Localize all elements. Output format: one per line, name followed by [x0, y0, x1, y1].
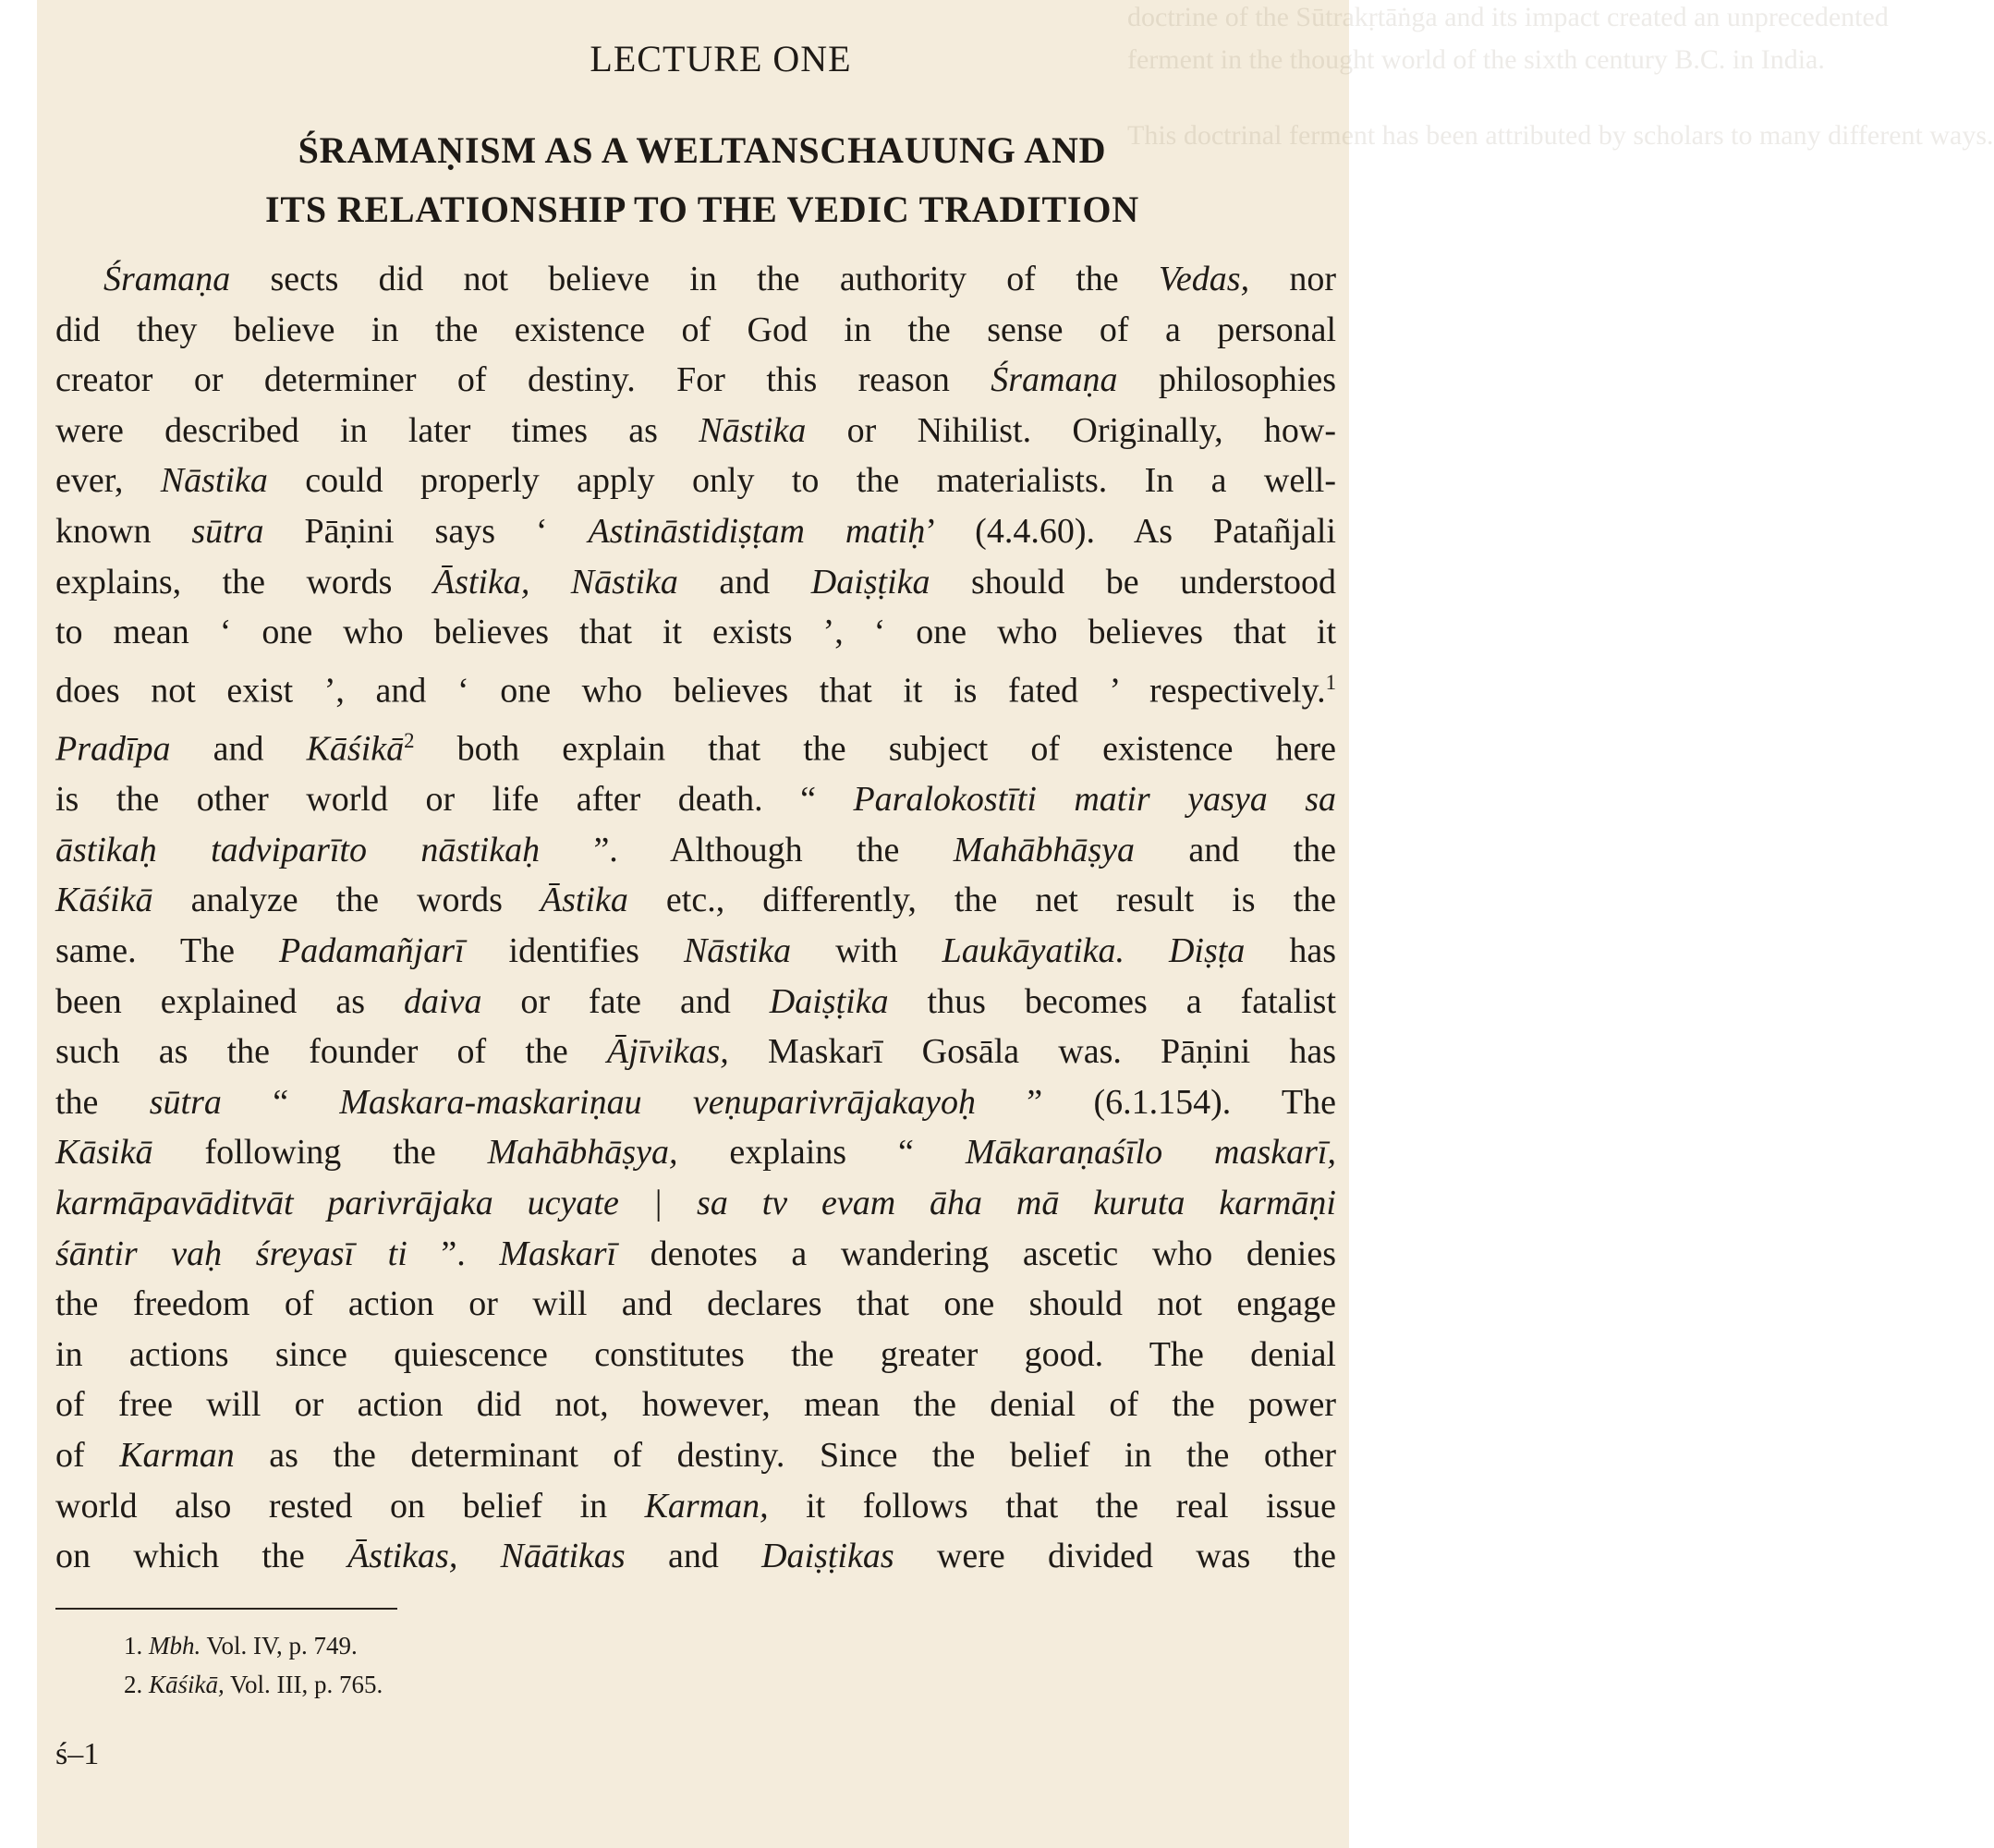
text-run: identifies: [464, 931, 684, 971]
italic-term: Kāśikā: [306, 729, 405, 769]
text-run: same. The: [55, 931, 279, 971]
italic-term: Śramaṇa: [103, 260, 231, 298]
text-run: analyze the words: [152, 881, 541, 920]
text-run: and: [677, 562, 811, 602]
body-line: [55, 557, 1336, 608]
italic-term: Nāstika: [160, 461, 268, 501]
footnote-rule: [55, 1608, 397, 1610]
text-run: ever,: [55, 461, 161, 501]
text-run: creator or determiner of destiny. For this reason: [55, 360, 991, 400]
italic-term: Āstika: [540, 881, 628, 920]
body-line: [55, 607, 1336, 658]
text-run: could properly apply only to the materialists. In a well-: [267, 461, 1336, 501]
text-run: and: [170, 729, 307, 769]
italic-term: Āstika, Nāstika: [432, 562, 678, 602]
text-run: etc., differently, the net result is the: [627, 881, 1336, 920]
text-run: Vol. III, p. 765.: [224, 1670, 383, 1698]
text-run: is the other world or life after death. “: [55, 780, 854, 820]
italic-term: Kāśikā: [55, 881, 153, 920]
text-run: or fate and: [481, 981, 770, 1021]
text-run: were described in later times as: [55, 410, 699, 450]
text-run: and: [625, 1537, 762, 1576]
italic-term: Mbh.: [149, 1631, 201, 1660]
body-line: [55, 355, 1336, 406]
body-line: [55, 1178, 1336, 1229]
italic-term: sūtra: [191, 511, 264, 551]
body-text: [55, 254, 1349, 1582]
italic-term: Nāstika: [683, 931, 792, 971]
text-run: both explain that the subject of existence here: [414, 729, 1336, 769]
body-line: [55, 926, 1336, 977]
italic-term: Vedas,: [1158, 260, 1250, 298]
footnote-ref[interactable]: 2: [404, 729, 415, 752]
text-run: ” (6.1.154). The: [975, 1082, 1336, 1122]
footnote-ref[interactable]: 1: [1325, 670, 1336, 694]
italic-term: Laukāyatika. Diṣṭa: [942, 931, 1246, 971]
text-run: 1.: [124, 1631, 149, 1660]
text-run: does not exist ’, and ‘ one who believes that it is fated ’ respectively.: [55, 671, 1326, 711]
text-run: denotes a wandering ascetic who denies: [616, 1234, 1336, 1273]
italic-term: Mahābhāṣya,: [487, 1133, 678, 1173]
body-line: [55, 1077, 1336, 1128]
footnote-item: [124, 1626, 1349, 1665]
text-run: ”.: [407, 1234, 500, 1273]
text-run: Vol. IV, p. 749.: [201, 1631, 358, 1660]
body-line: [55, 1127, 1336, 1178]
italic-term: Pradīpa: [55, 729, 171, 769]
text-run: the: [55, 1082, 150, 1122]
italic-term: Daiṣṭikas: [761, 1537, 894, 1576]
body-line: [55, 825, 1336, 876]
text-run: with: [791, 931, 942, 971]
body-line: [55, 1279, 1336, 1330]
text-run: sects did not believe in the authority of the: [230, 260, 1159, 298]
italic-term: Maskara-maskariṇau veṇuparivrājakayoḥ: [339, 1082, 976, 1122]
text-run: been explained as: [55, 981, 405, 1021]
text-run: 2.: [124, 1670, 149, 1698]
footnote-item: [124, 1665, 1349, 1704]
book-page: [37, 0, 1994, 1848]
text-run: known: [55, 511, 192, 551]
text-run: following the: [152, 1133, 488, 1173]
text-run: thus becomes a fatalist: [888, 981, 1337, 1021]
italic-term: Āstikas, Nāātikas: [347, 1537, 626, 1576]
text-run: explains, the words: [55, 562, 433, 602]
body-line: [55, 1531, 1336, 1582]
bleed-through-line: doctrine of the Sūtrakṛtāṅga and its impact created an unprecedented: [1127, 2, 1889, 32]
text-run: Maskarī Gosāla was. Pāṇini has: [728, 1032, 1336, 1072]
text-run: philosophies: [1117, 360, 1336, 400]
body-line: [55, 506, 1336, 557]
italic-term: Daiṣṭika: [810, 562, 930, 602]
signature-mark: ś–1: [55, 1736, 100, 1771]
body-line: [55, 254, 1336, 305]
italic-term: āstikaḥ tadviparīto nāstikaḥ: [55, 830, 541, 869]
italic-term: Daiṣṭika: [769, 981, 889, 1021]
bleed-through-line: This doctrinal ferment has been attributed by scholars to many different ways.: [1127, 120, 1994, 151]
body-line: [55, 1430, 1336, 1481]
italic-term: Kāśikā,: [149, 1670, 225, 1698]
text-run: explains “: [677, 1133, 966, 1173]
text-run: of free will or action did not, however, mean the denial of the power: [55, 1385, 1336, 1425]
body-line: [55, 977, 1336, 1027]
text-run: such as the founder of the: [55, 1032, 607, 1072]
italic-term: Karman: [119, 1435, 235, 1475]
text-run: ”. Although the: [540, 830, 954, 869]
italic-term: Mākaraṇaśīlo maskarī,: [965, 1133, 1336, 1173]
chapter-title-line-1: ŚRAMAṆISM AS A WELTANSCHAUUNG AND: [298, 129, 1107, 171]
text-run: on which the: [55, 1537, 348, 1576]
text-run: in actions since quiescence constitutes the greater good. The denial: [55, 1334, 1336, 1374]
body-line: [55, 716, 1336, 774]
lecture-heading: LECTURE ONE: [590, 38, 852, 79]
text-run: should be understood: [930, 562, 1337, 602]
italic-term: sūtra: [149, 1082, 222, 1122]
text-run: world also rested on belief in: [55, 1486, 645, 1526]
text-run: of: [55, 1435, 120, 1475]
italic-term: Mahābhāṣya: [953, 830, 1136, 869]
italic-term: Nāstika: [699, 410, 807, 450]
text-run: “: [221, 1082, 340, 1122]
text-run: it follows that the real issue: [768, 1486, 1336, 1526]
text-run: Pāṇini says ‘: [263, 511, 589, 551]
bleed-through-line: ferment in the thought world of the sixth century B.C. in India.: [1127, 44, 1825, 75]
italic-term: Ājīvikas,: [606, 1032, 729, 1072]
chapter-title-line-2: ITS RELATIONSHIP TO THE VEDIC TRADITION: [265, 188, 1139, 230]
body-line: [55, 1330, 1336, 1380]
italic-term: Maskarī: [499, 1234, 617, 1273]
text-run: and the: [1135, 830, 1336, 869]
body-line: [55, 305, 1336, 356]
italic-term: karmāpavāditvāt parivrājaka ucyate | sa tv evam āha mā kuruta karmāṇi: [55, 1184, 1336, 1222]
body-line: [55, 1481, 1336, 1532]
body-line: [55, 658, 1336, 716]
body-line: [55, 774, 1336, 825]
text-run: to mean ‘ one who believes that it exists ’, ‘ one who believes that it: [55, 613, 1336, 652]
footnotes: [55, 1626, 1349, 1704]
text-run: were divided was the: [894, 1537, 1336, 1576]
text-run: as the determinant of destiny. Since the belief in the other: [234, 1435, 1336, 1475]
italic-term: Śramaṇa: [991, 360, 1118, 400]
italic-term: daiva: [404, 981, 482, 1021]
text-run: did they believe in the existence of God in the sense of a personal: [55, 310, 1336, 349]
italic-term: Karman,: [644, 1486, 769, 1526]
body-line: [55, 875, 1336, 926]
text-run: the freedom of action or will and declares that one should not engage: [55, 1284, 1336, 1324]
body-line: [55, 456, 1336, 506]
italic-term: Kāsikā: [55, 1133, 153, 1173]
italic-term: Astināstidiṣṭam matiḥ: [588, 511, 926, 551]
italic-term: Paralokostīti matir yasya sa: [853, 780, 1336, 820]
body-line: [55, 406, 1336, 456]
text-run: nor: [1249, 260, 1337, 298]
body-line: [55, 1380, 1336, 1430]
body-line: [55, 1027, 1336, 1077]
italic-term: Padamañjarī: [278, 931, 465, 971]
text-run: has: [1245, 931, 1336, 971]
italic-term: śāntir vaḥ śreyasī ti: [55, 1234, 407, 1273]
body-line: [55, 1229, 1336, 1280]
text-run: ’ (4.4.60). As Patañjali: [925, 511, 1336, 551]
text-run: or Nihilist. Originally, how-: [806, 410, 1337, 450]
